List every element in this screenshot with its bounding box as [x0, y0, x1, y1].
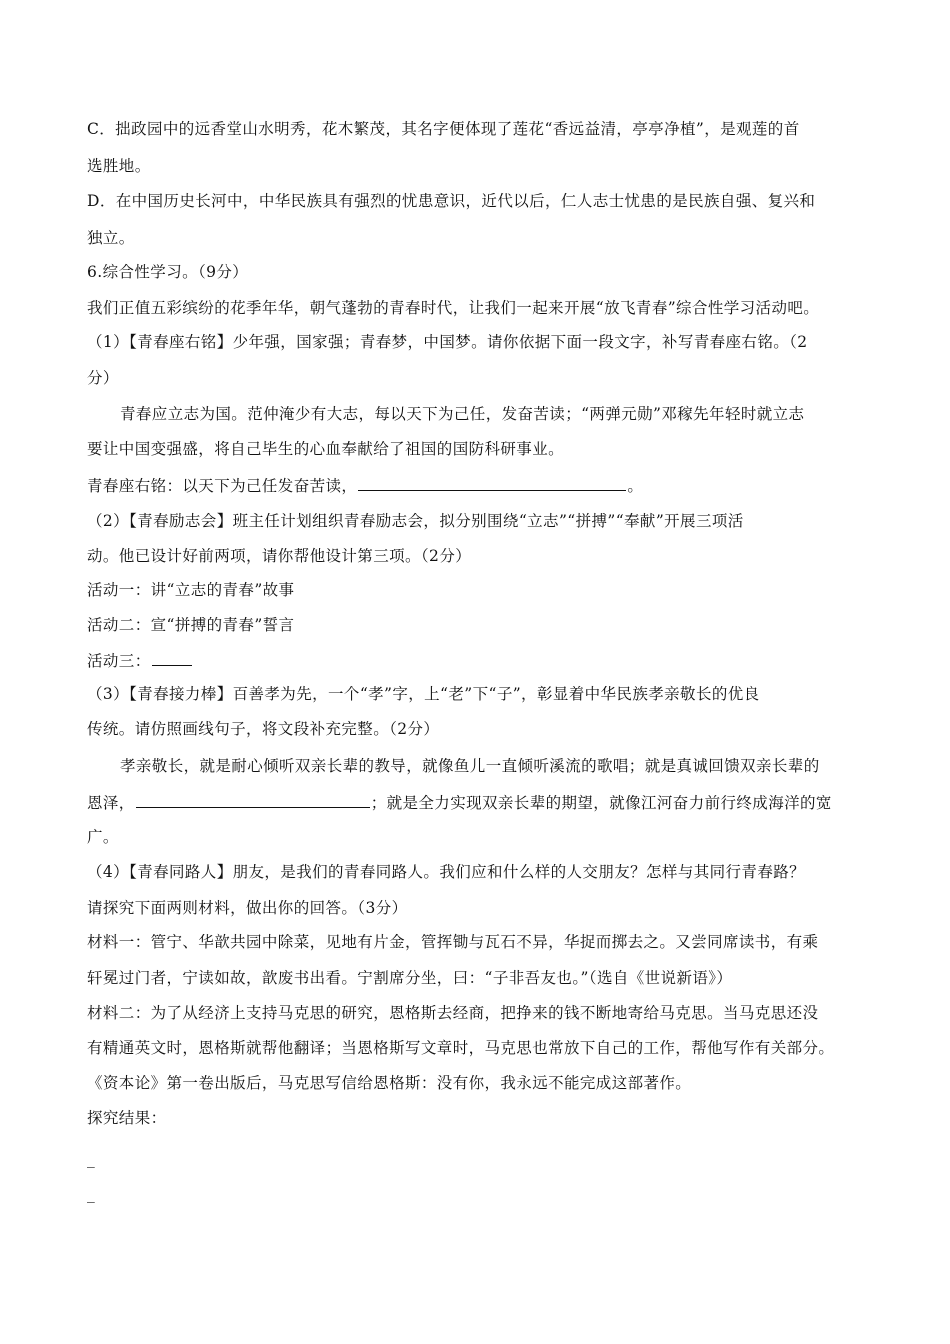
part-3-passage-lead: 恩泽，	[87, 794, 135, 812]
activity-two: 活动二：宣“拼搏的青春”誓言	[87, 616, 295, 634]
part-2-prompt-continuation: 动。他已设计好前两项，请你帮他设计第三项。（2分）	[87, 547, 472, 565]
intro-paragraph: 我们正值五彩缤纷的花季年华，朝气蓬勃的青春时代，让我们一起来开展“放飞青春”综合性学习活动吧。	[87, 299, 820, 317]
activity-three-blank[interactable]	[152, 650, 192, 666]
motto-answer-blank[interactable]	[358, 475, 626, 491]
activity-one: 活动一：讲“立志的青春”故事	[87, 581, 295, 599]
material-two-continuation-2: 《资本论》第一卷出版后，马克思写信给恩格斯：没有你，我永远不能完成这部著作。	[87, 1074, 692, 1092]
part-1-passage-continuation: 要让中国变强盛，将自己毕生的心血奉献给了祖国的国防科研事业。	[87, 440, 565, 458]
material-two-continuation-1: 有精通英文时，恩格斯就帮他翻译；当恩格斯写文章时，马克思也常放下自己的工作，帮他写作有关部分。	[87, 1039, 835, 1057]
part-3-passage-end: 广。	[87, 828, 119, 846]
filial-sentence-blank[interactable]	[136, 792, 370, 808]
inquiry-result-label: 探究结果：	[87, 1109, 167, 1127]
material-one-continuation: 轩冕过门者，宁读如故，歆废书出看。宁割席分坐，曰：“子非吾友也。”（选自《世说新语》）	[87, 969, 733, 987]
part-4-prompt-continuation: 请探究下面两则材料，做出你的回答。（3分）	[87, 899, 408, 917]
motto-period: 。	[627, 477, 644, 495]
part-2-prompt: （2）【青春励志会】班主任计划组织青春励志会，拟分别围绕“立志”“拼搏”“奉献”开展三项活	[87, 512, 744, 530]
part-3-prompt-continuation: 传统。请仿照画线句子，将文段补充完整。（2分）	[87, 720, 440, 738]
part-3-passage: 孝亲敬长，就是耐心倾听双亲长辈的教导，就像鱼儿一直倾听溪流的歌唱；就是真诚回馈双亲长辈的	[120, 757, 820, 775]
part-3-passage-tail: ；就是全力实现双亲长辈的期望，就像江河奋力前行终成海洋的宽	[370, 794, 832, 812]
activity-three-line	[87, 650, 193, 671]
part-3-prompt: （3）【青春接力棒】百善孝为先，一个“孝”字，上“老”下“子”，彰显着中华民族孝亲敬长的优良	[87, 685, 760, 703]
option-c-continuation: 选胜地。	[87, 157, 151, 175]
option-d-line: D．在中国历史长河中，中华民族具有强烈的忧患意识，近代以后，仁人志士忧患的是民族自强、复兴和	[87, 192, 816, 210]
answer-blank-2[interactable]: _	[87, 1185, 96, 1203]
material-one: 材料一：管宁、华歆共园中除菜，见地有片金，管挥锄与瓦石不异，华捉而掷去之。又尝同席读书，有乘	[87, 933, 819, 951]
material-two: 材料二：为了从经济上支持马克思的研究，恩格斯去经商，把挣来的钱不断地寄给马克思。当马克思还没	[87, 1004, 819, 1022]
part-1-prompt-continuation: 分）	[87, 369, 119, 387]
part-1-passage: 青春应立志为国。范仲淹少有大志，每以天下为己任，发奋苦读；“两弹元勋”邓稼先年轻时就立志	[120, 405, 805, 423]
question-6-heading: 6.综合性学习。（9分）	[87, 263, 249, 281]
part-1-prompt: （1）【青春座右铭】少年强，国家强；青春梦，中国梦。请你依据下面一段文字，补写青春座右铭。（2	[87, 333, 808, 351]
motto-answer-line	[87, 475, 643, 496]
answer-blank-1[interactable]: _	[87, 1150, 96, 1168]
option-d-continuation: 独立。	[87, 229, 135, 247]
part-3-passage-blank-line	[87, 792, 832, 813]
option-c-line: C．拙政园中的远香堂山水明秀，花木繁茂，其名字便体现了莲花“香远益清，亭亭净植”，是观莲的首	[87, 120, 800, 138]
part-4-prompt: （4）【青春同路人】朋友，是我们的青春同路人。我们应和什么样的人交朋友？怎样与其同行青春路？	[87, 863, 806, 881]
motto-label: 青春座右铭：以天下为己任发奋苦读，	[87, 477, 358, 495]
activity-three-label: 活动三：	[87, 652, 151, 670]
